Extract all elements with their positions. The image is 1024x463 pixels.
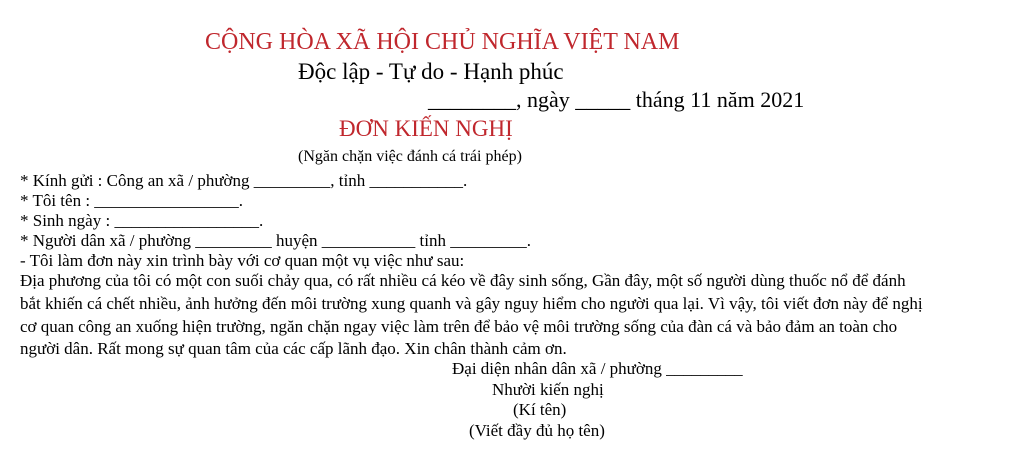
sign-label: (Kí tên) <box>513 400 567 419</box>
body-line: người dân. Rất mong sự quan tâm của các cấp lãnh đạo. Xin chân thành cảm ơn. <box>20 339 567 358</box>
date-line: ________, ngày _____ tháng 11 năm 2021 <box>428 87 805 112</box>
birth-date-field: * Sinh ngày : _________________. <box>20 211 264 230</box>
residence-field: * Người dân xã / phường _________ huyện ___________ tỉnh _________. <box>20 231 531 250</box>
name-field: * Tôi tên : _________________. <box>20 191 244 210</box>
body-line: cơ quan công an xuống hiện trường, ngăn chặn ngay việc làm trên để bảo vệ môi trường sống của đàn cá và bảo đảm an toàn cho <box>20 317 898 336</box>
petitioner-label: Nhười kiến nghị <box>492 380 604 399</box>
body-line: Địa phương của tôi có một con suối chảy qua, có rất nhiều cá kéo về đây sinh sống, Gần đây, một số người dùng thuốc nổ để đánh <box>20 271 906 290</box>
national-motto: Độc lập - Tự do - Hạnh phúc <box>298 59 564 84</box>
document-subtitle: (Ngăn chặn việc đánh cá trái phép) <box>298 148 522 165</box>
body-intro: - Tôi làm đơn này xin trình bày với cơ quan một vụ việc như sau: <box>20 251 465 270</box>
body-line: bắt khiến cá chết nhiều, ảnh hưởng đến môi trường xung quanh và gây nguy hiểm cho người qua lại. Vì vậy, tôi viết đơn này để nghị <box>20 294 923 313</box>
national-title: CỘNG HÒA XÃ HỘI CHỦ NGHĨA VIỆT NAM <box>205 29 680 55</box>
representative-line: Đại diện nhân dân xã / phường _________ <box>452 359 743 378</box>
document-title: ĐƠN KIẾN NGHỊ <box>339 116 513 141</box>
full-name-label: (Viết đầy đủ họ tên) <box>469 421 605 440</box>
recipient-field: * Kính gửi : Công an xã / phường _________, tỉnh ___________. <box>20 171 468 190</box>
